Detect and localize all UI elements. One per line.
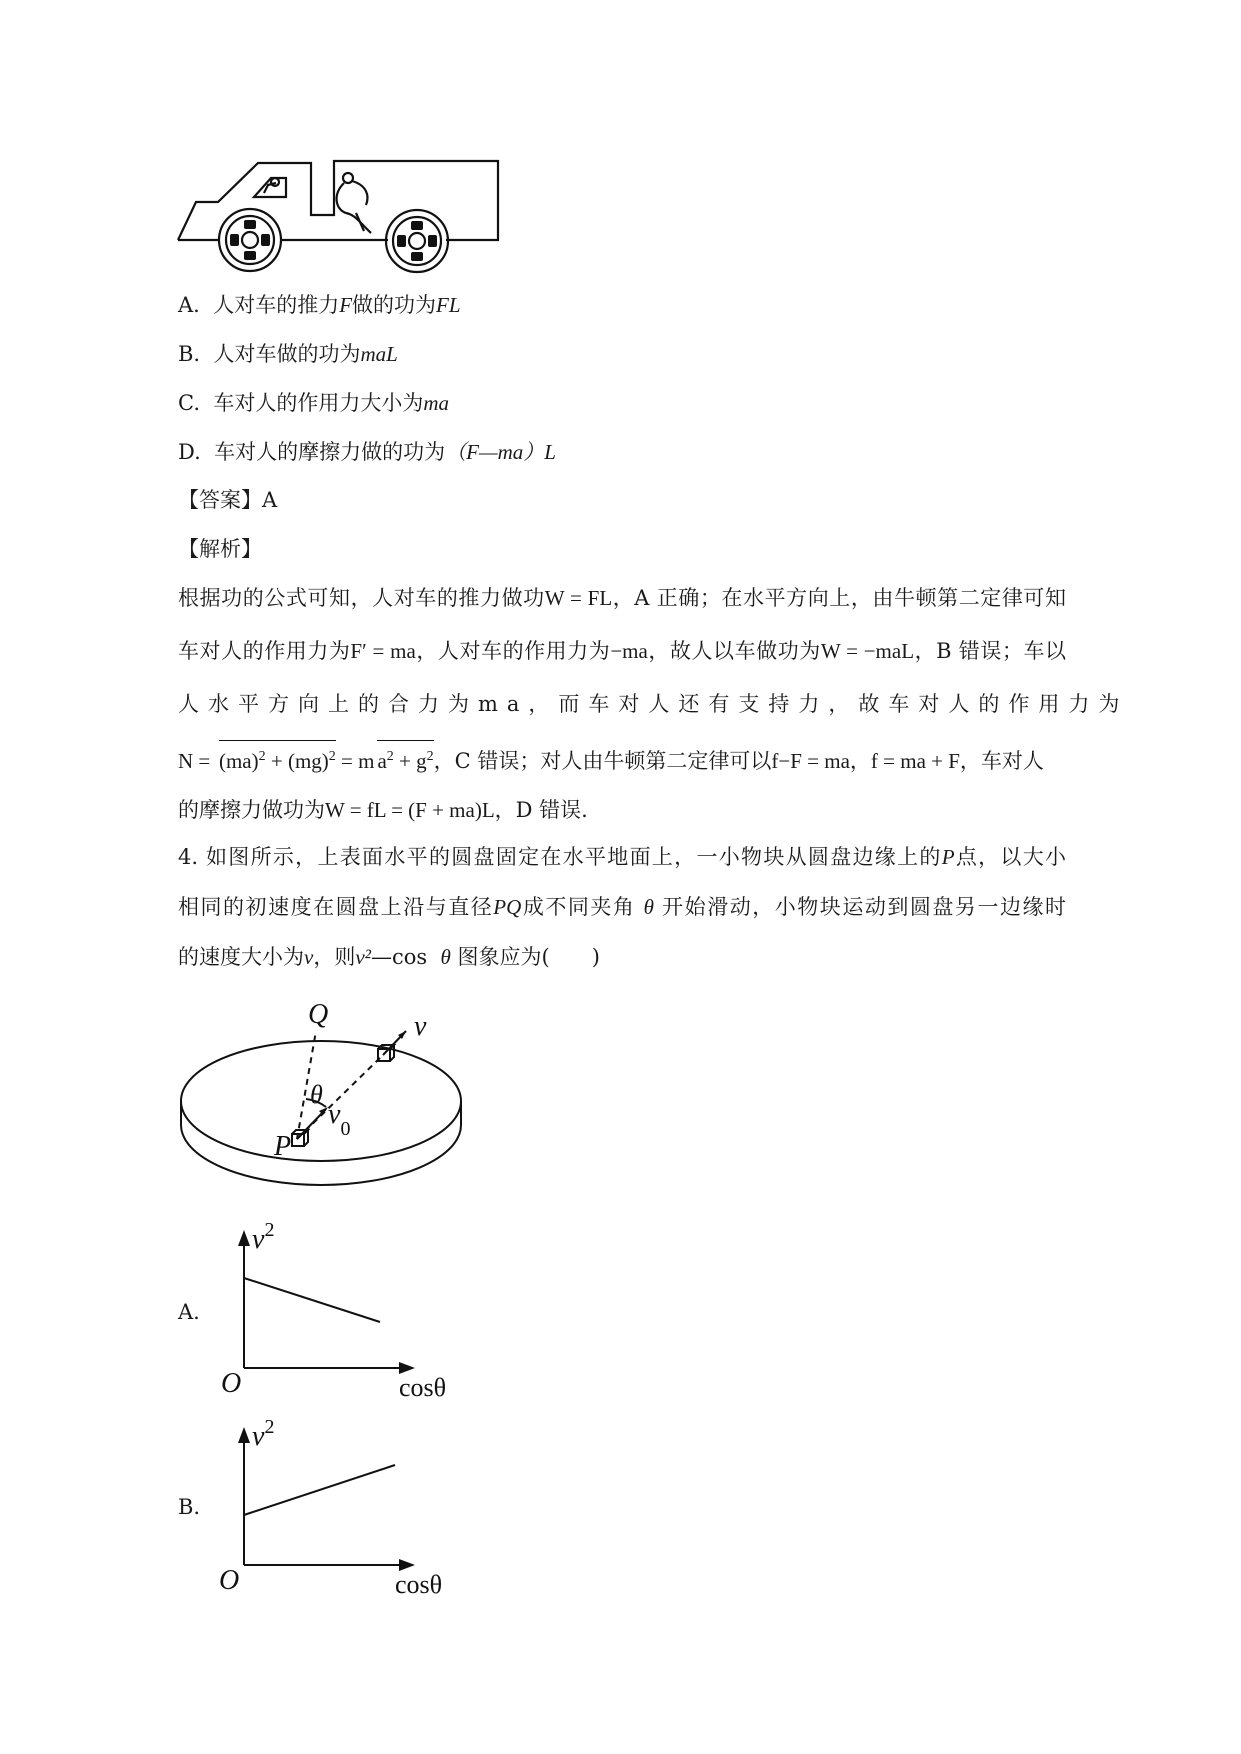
label-theta: θ: [310, 1080, 323, 1109]
graph-a: [215, 1220, 465, 1400]
analysis-line-3: 人水平方向上的合力为ma，而车对人还有支持力，故车对人的作用力为: [178, 692, 1129, 716]
svg-text:O: O: [221, 1368, 242, 1399]
option-a: A. 人对车的推力F做的功为FL: [178, 293, 461, 317]
truck-figure: [176, 155, 506, 275]
answer-tag: 【答案】: [178, 488, 262, 512]
svg-text:v2: $v^2$: [252, 1416, 275, 1452]
analysis-line-1: 根据功的公式可知，人对车的推力做功W = FL，A 正确；在水平方向上，由牛顿第二定律可知: [178, 586, 1066, 610]
analysis-line-2: 车对人的作用力为F′ = ma，人对车的作用力为−ma，故人以车做功为W = −maL，B 错误；车以: [178, 639, 1067, 663]
svg-text:O: O: [219, 1565, 240, 1595]
svg-text:cosθ: cosθ: [399, 1373, 447, 1400]
answer-line: [178, 485, 277, 515]
graph-a-option: A.: [178, 1300, 200, 1324]
label-p: P: [274, 1131, 292, 1162]
svg-text:v2: $v^2$: [252, 1220, 275, 1255]
option-d: D. 车对人的摩擦力做的功为（F—ma）L: [178, 440, 556, 464]
graph-b: [215, 1415, 465, 1595]
q4-line-2: 相同的初速度在圆盘上沿与直径PQ成不同夹角 θ 开始滑动，小物块运动到圆盘另一边缘时: [178, 895, 1067, 919]
label-v0: $v_0$: [328, 1099, 351, 1140]
svg-text:cosθ: cosθ: [395, 1570, 443, 1595]
option-b: B. 人对车做的功为maL: [178, 342, 398, 366]
disc-figure: [178, 995, 478, 1195]
option-c: C. 车对人的作用力大小为ma: [178, 391, 450, 415]
analysis-line-4: N = (ma)$^2$ + (mg)$^2$ = m $a^2 + g^2$，C 错误；对人由牛顿第二定律可以f−F = ma，f = ma + F，车对人: [178, 740, 1066, 776]
answer-value: A: [262, 488, 278, 512]
analysis-tag: 【解析】: [178, 537, 262, 561]
q4-line-1: 4. 如图所示，上表面水平的圆盘固定在水平地面上，一小物块从圆盘边缘上的P点，以大小: [178, 845, 1066, 869]
label-q: Q: [308, 999, 329, 1030]
analysis-line-5: 的摩擦力做功为W = fL = (F + ma)L，D 错误.: [178, 798, 588, 822]
graph-b-option: B.: [178, 1495, 201, 1519]
graph-a-line: [244, 1278, 380, 1322]
label-v: v: [414, 1011, 427, 1042]
graph-b-line: [244, 1465, 395, 1515]
q4-line-3: 的速度大小为v，则v²—cos θ 图象应为( ): [178, 945, 600, 969]
